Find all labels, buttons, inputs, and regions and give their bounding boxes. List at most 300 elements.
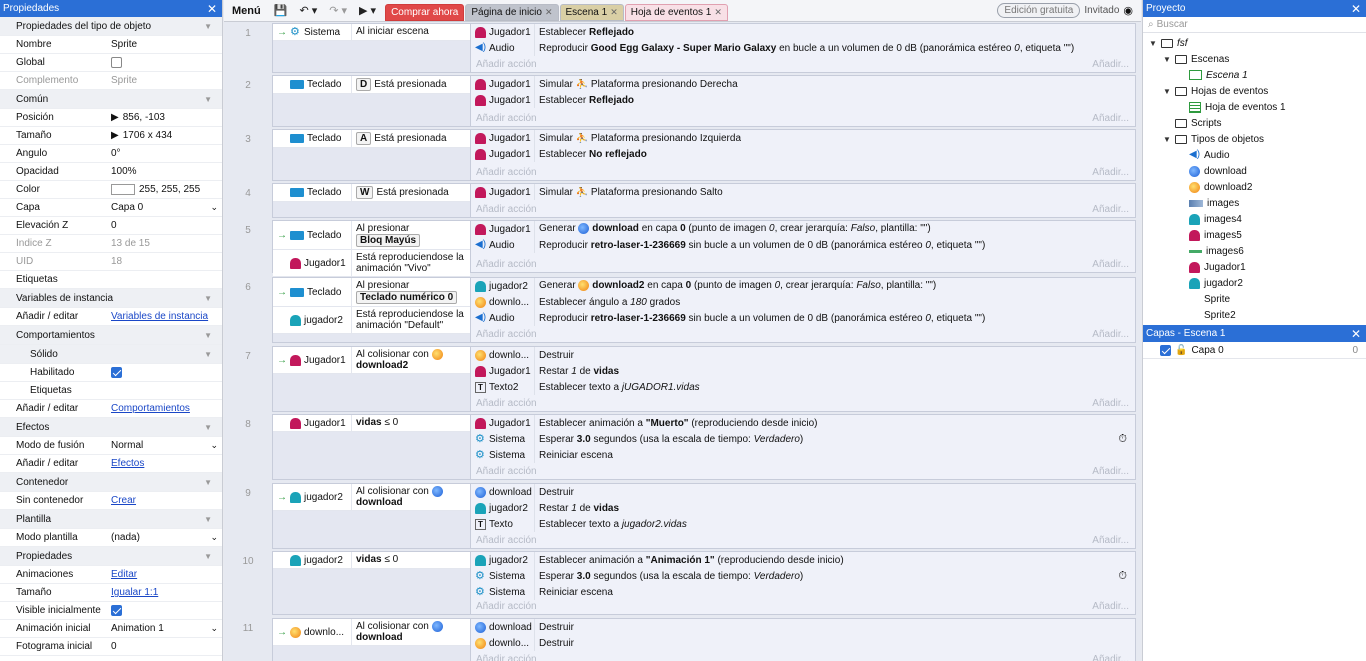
action-object bbox=[471, 146, 535, 162]
action-row[interactable] bbox=[471, 431, 1135, 447]
condition-text bbox=[351, 347, 470, 373]
timer-icon: ⏱ bbox=[1118, 432, 1127, 445]
conditions-column bbox=[273, 76, 471, 126]
expand-triangle-icon[interactable]: ▼ bbox=[1163, 86, 1171, 96]
condition-prefix: Al presionar bbox=[356, 280, 410, 291]
property-label: Ángulo bbox=[16, 148, 48, 159]
event-box bbox=[272, 346, 1136, 412]
action-row[interactable] bbox=[471, 76, 1135, 92]
free-edition-badge[interactable]: Edición gratuita bbox=[997, 3, 1080, 18]
action-object bbox=[471, 40, 535, 56]
event-block[interactable] bbox=[224, 551, 1141, 615]
keyboard-icon bbox=[290, 188, 304, 197]
property-checkbox[interactable] bbox=[111, 367, 122, 378]
guest-label[interactable]: Invitado bbox=[1084, 5, 1120, 16]
speaker-icon: ◀) bbox=[475, 41, 487, 53]
properties-header bbox=[0, 0, 222, 17]
property-section-header[interactable] bbox=[0, 90, 222, 109]
action-object-name: jugador2 bbox=[489, 554, 528, 566]
action-row[interactable] bbox=[471, 516, 1135, 532]
tree-item-jugador1[interactable] bbox=[1143, 259, 1366, 275]
cyan-ghost-icon bbox=[290, 492, 301, 503]
action-object bbox=[471, 447, 535, 463]
action-object-name: Audio bbox=[489, 239, 515, 251]
action-row[interactable] bbox=[471, 447, 1135, 463]
add-more-link[interactable]: Añadir... bbox=[1092, 600, 1129, 612]
tree-item-sprite[interactable] bbox=[1143, 291, 1366, 307]
conditions-column bbox=[273, 24, 471, 72]
expand-arrow-icon[interactable]: ▶ bbox=[111, 130, 119, 141]
condition-object bbox=[273, 250, 351, 276]
expand-arrow-icon[interactable]: ▶ bbox=[111, 112, 119, 123]
property-section-header[interactable] bbox=[0, 17, 222, 36]
actions-column bbox=[471, 184, 1135, 217]
tree-item-images6[interactable] bbox=[1143, 243, 1366, 259]
chevron-down-icon[interactable]: ▼ bbox=[204, 94, 212, 104]
event-block[interactable] bbox=[224, 346, 1141, 412]
conditions-column bbox=[273, 184, 471, 217]
action-object-name: Audio bbox=[489, 312, 515, 324]
action-row[interactable] bbox=[471, 184, 1135, 200]
action-row[interactable] bbox=[471, 24, 1135, 40]
action-row[interactable] bbox=[471, 221, 1135, 237]
action-row[interactable] bbox=[471, 619, 1135, 635]
action-row[interactable] bbox=[471, 500, 1135, 516]
action-row[interactable] bbox=[471, 294, 1135, 310]
property-value bbox=[111, 605, 222, 616]
tree-item-label: download2 bbox=[1204, 181, 1253, 193]
blank-icon bbox=[1189, 310, 1200, 321]
actions-column bbox=[471, 484, 1135, 548]
action-object-name: Jugador1 bbox=[489, 78, 531, 90]
cyan-ghost-icon bbox=[475, 503, 486, 514]
close-icon[interactable]: ✕ bbox=[1350, 326, 1361, 341]
action-object bbox=[471, 24, 535, 40]
keyboard-icon bbox=[290, 80, 304, 89]
add-action-link[interactable]: Añadir acción bbox=[476, 465, 537, 477]
property-checkbox[interactable] bbox=[111, 605, 122, 616]
condition-object bbox=[273, 619, 351, 645]
property-value-text[interactable]: 0 bbox=[111, 641, 117, 652]
add-action-link[interactable]: Añadir acción bbox=[476, 397, 537, 409]
tab-label: Hoja de eventos 1 bbox=[630, 7, 712, 18]
tab-escena-1[interactable] bbox=[560, 4, 624, 21]
action-row[interactable] bbox=[471, 146, 1135, 162]
action-row[interactable] bbox=[471, 379, 1135, 395]
event-block[interactable] bbox=[224, 129, 1141, 181]
property-value bbox=[111, 256, 222, 267]
action-object-name: Sistema bbox=[489, 586, 526, 598]
property-value bbox=[111, 532, 222, 543]
tree-item-tipos-de-objetos[interactable] bbox=[1143, 131, 1366, 147]
color-swatch[interactable] bbox=[111, 184, 135, 195]
tree-item-fsf[interactable] bbox=[1143, 35, 1366, 51]
tree-item-label: download bbox=[1204, 165, 1247, 177]
expand-triangle-icon[interactable]: ▼ bbox=[1163, 134, 1171, 144]
key-label: A bbox=[356, 132, 371, 145]
tree-item-download2[interactable] bbox=[1143, 179, 1366, 195]
add-action-link[interactable]: Añadir acción bbox=[476, 58, 537, 70]
condition-object-name: Teclado bbox=[307, 79, 342, 90]
close-icon[interactable]: ✕ bbox=[1350, 1, 1361, 16]
add-more-link[interactable]: Añadir... bbox=[1092, 465, 1129, 477]
condition-description: Está presionada bbox=[374, 133, 447, 144]
property-row bbox=[0, 566, 222, 584]
action-row[interactable] bbox=[471, 484, 1135, 500]
property-value-text[interactable]: 1706 x 434 bbox=[122, 130, 173, 141]
red-ghost-icon bbox=[475, 27, 486, 38]
action-text: Restar 1 de vidas bbox=[539, 365, 620, 377]
action-object-name: Jugador1 bbox=[489, 223, 531, 235]
tab-hoja-de-eventos-1[interactable] bbox=[625, 4, 728, 21]
action-object bbox=[471, 363, 535, 379]
action-object-name: Jugador1 bbox=[489, 132, 531, 144]
condition-row[interactable] bbox=[273, 184, 470, 202]
tree-item-label: Jugador1 bbox=[1204, 261, 1246, 273]
event-box bbox=[272, 183, 1136, 218]
event-block[interactable] bbox=[224, 483, 1141, 549]
cyan-ghost-icon bbox=[475, 281, 486, 292]
condition-row[interactable] bbox=[273, 24, 470, 41]
event-box bbox=[272, 483, 1136, 549]
property-section-header[interactable] bbox=[0, 510, 222, 529]
blue-ball-icon bbox=[1189, 166, 1200, 177]
property-row bbox=[0, 529, 222, 547]
action-row[interactable] bbox=[471, 278, 1135, 294]
condition-row[interactable] bbox=[273, 619, 470, 646]
add-more-link[interactable]: Añadir... bbox=[1092, 328, 1129, 340]
property-row bbox=[0, 235, 222, 253]
action-object-name: Jugador1 bbox=[489, 365, 531, 377]
property-label: Opacidad bbox=[16, 166, 59, 177]
property-select[interactable] bbox=[111, 202, 218, 213]
chevron-down-icon[interactable]: ▼ bbox=[204, 514, 212, 524]
red-ghost-icon bbox=[475, 133, 486, 144]
chevron-down-icon[interactable]: ▼ bbox=[204, 477, 212, 487]
action-row[interactable] bbox=[471, 635, 1135, 651]
tree-item-escenas[interactable] bbox=[1143, 51, 1366, 67]
action-row[interactable] bbox=[471, 40, 1135, 56]
add-action-link[interactable]: Añadir acción bbox=[476, 166, 537, 178]
property-link[interactable]: Comportamientos bbox=[111, 403, 190, 414]
lock-icon[interactable]: 🔓 bbox=[1175, 344, 1188, 356]
tree-item-images4[interactable] bbox=[1143, 211, 1366, 227]
condition-object bbox=[273, 415, 351, 431]
property-value-text[interactable]: Sprite bbox=[111, 39, 138, 50]
orange-ball-icon bbox=[475, 350, 486, 361]
event-box bbox=[272, 75, 1136, 127]
action-row[interactable] bbox=[471, 363, 1135, 379]
condition-row[interactable] bbox=[273, 278, 470, 307]
condition-description: Al colisionar con bbox=[356, 349, 429, 361]
tab-p-gina-de-inicio[interactable] bbox=[465, 4, 558, 21]
add-action-link[interactable]: Añadir acción bbox=[476, 534, 537, 546]
add-action-link[interactable]: Añadir acción bbox=[476, 258, 537, 270]
property-label: Fotograma inicial bbox=[16, 641, 93, 652]
key-label: W bbox=[356, 186, 373, 199]
undo-icon[interactable]: ↶ ▾ bbox=[299, 5, 318, 17]
property-section-header[interactable] bbox=[0, 473, 222, 492]
property-link[interactable]: Editar bbox=[111, 569, 138, 580]
condition-object-name: Jugador1 bbox=[304, 257, 346, 269]
red-ghost-icon bbox=[1189, 262, 1200, 273]
property-label: Animaciones bbox=[16, 569, 74, 580]
event-block[interactable] bbox=[224, 220, 1141, 273]
close-icon[interactable]: ✕ bbox=[714, 7, 722, 17]
expand-triangle-icon[interactable]: ▼ bbox=[1149, 38, 1157, 48]
add-action-link[interactable]: Añadir acción bbox=[476, 600, 537, 612]
property-section-header[interactable] bbox=[0, 418, 222, 437]
action-object bbox=[471, 635, 535, 651]
chevron-down-icon: ⌄ bbox=[210, 623, 218, 633]
action-object-name: downlo... bbox=[489, 637, 530, 649]
property-select[interactable] bbox=[111, 440, 218, 451]
chevron-down-icon: ⌄ bbox=[210, 532, 218, 542]
property-value-text[interactable]: 100% bbox=[111, 166, 137, 177]
action-row[interactable] bbox=[471, 237, 1135, 253]
layer-row[interactable] bbox=[1143, 342, 1366, 359]
key-label: Teclado numérico 0 bbox=[356, 291, 457, 304]
tree-item-label: jugador2 bbox=[1204, 277, 1243, 289]
property-label: Etiquetas bbox=[30, 385, 72, 396]
condition-row[interactable] bbox=[273, 76, 470, 94]
action-row[interactable] bbox=[471, 92, 1135, 108]
cyan-ghost-icon bbox=[290, 555, 301, 566]
add-action-row bbox=[471, 326, 1135, 342]
add-more-link[interactable]: Añadir... bbox=[1092, 166, 1129, 178]
add-action-link[interactable]: Añadir acción bbox=[476, 203, 537, 215]
project-header bbox=[1143, 0, 1366, 17]
property-section-header[interactable] bbox=[0, 345, 222, 364]
event-block[interactable] bbox=[224, 277, 1141, 343]
condition-object-name: Jugador1 bbox=[304, 354, 346, 366]
property-value-text[interactable]: 856, -103 bbox=[122, 112, 165, 123]
condition-row[interactable] bbox=[273, 307, 470, 334]
section-label: Comportamientos bbox=[16, 329, 95, 341]
property-select[interactable] bbox=[111, 623, 218, 634]
property-section-header[interactable] bbox=[0, 547, 222, 566]
chevron-down-icon[interactable]: ▼ bbox=[204, 551, 212, 561]
property-select[interactable] bbox=[111, 532, 218, 543]
property-section-header[interactable] bbox=[0, 289, 222, 308]
chevron-down-icon[interactable]: ▼ bbox=[204, 422, 212, 432]
tree-item-hojas-de-eventos[interactable] bbox=[1143, 83, 1366, 99]
action-row[interactable] bbox=[471, 347, 1135, 363]
property-link[interactable]: Crear bbox=[111, 495, 137, 506]
property-label: Global bbox=[16, 57, 45, 68]
property-label: Nombre bbox=[16, 39, 52, 50]
project-panel bbox=[1142, 0, 1366, 661]
orange-ball-icon bbox=[432, 349, 443, 360]
cyan-ghost-icon bbox=[290, 315, 301, 326]
property-value bbox=[111, 311, 222, 322]
tree-item-jugador2[interactable] bbox=[1143, 275, 1366, 291]
action-text: Establecer No reflejado bbox=[539, 148, 647, 160]
red-ghost-icon bbox=[475, 95, 486, 106]
action-object bbox=[471, 552, 535, 568]
condition-description: Está reproduciendose la animación "Default" bbox=[356, 309, 464, 331]
action-text: Reiniciar escena bbox=[539, 586, 613, 598]
property-row bbox=[0, 455, 222, 473]
event-block[interactable] bbox=[224, 23, 1141, 73]
add-more-link[interactable]: Añadir... bbox=[1092, 58, 1129, 70]
condition-row[interactable] bbox=[273, 415, 470, 432]
action-row[interactable] bbox=[471, 552, 1135, 568]
actions-column bbox=[471, 278, 1135, 342]
action-object-name: downlo... bbox=[489, 349, 530, 361]
tree-item-scripts[interactable] bbox=[1143, 115, 1366, 131]
property-value bbox=[111, 184, 222, 195]
add-action-row bbox=[471, 56, 1135, 72]
condition-row[interactable] bbox=[273, 347, 470, 374]
chevron-down-icon[interactable]: ▼ bbox=[204, 349, 212, 359]
action-text: Destruir bbox=[539, 637, 575, 649]
search-input[interactable]: Buscar bbox=[1156, 19, 1188, 30]
folder-icon bbox=[1175, 55, 1187, 64]
layer-visible-checkbox[interactable] bbox=[1160, 345, 1171, 356]
select-value: Animation 1 bbox=[111, 623, 164, 634]
add-more-link[interactable]: Añadir... bbox=[1092, 112, 1129, 124]
action-text: Generar download2 en capa 0 (punto de imagen 0, crear jerarquía: Falso, plantilla: "") bbox=[539, 280, 937, 292]
action-text: Reproducir retro-laser-1-236669 sin bucle a un volumen de 0 dB (panorámica estéreo 0, etiqueta "") bbox=[539, 312, 986, 324]
condition-text bbox=[351, 415, 470, 431]
play-icon[interactable]: ▶ ▾ bbox=[359, 5, 377, 17]
action-row[interactable] bbox=[471, 130, 1135, 146]
condition-description: Al colisionar con bbox=[356, 621, 429, 633]
condition-text bbox=[351, 76, 470, 93]
layers-header bbox=[1143, 325, 1366, 342]
event-number: 10 bbox=[242, 556, 254, 567]
keyboard-icon bbox=[290, 134, 304, 143]
menu-button[interactable]: Menú bbox=[232, 4, 261, 17]
property-row bbox=[0, 437, 222, 455]
add-action-link[interactable]: Añadir acción bbox=[476, 653, 537, 661]
property-value bbox=[111, 623, 222, 634]
add-action-link[interactable]: Añadir acción bbox=[476, 112, 537, 124]
condition-row[interactable] bbox=[273, 484, 470, 511]
key-label: D bbox=[356, 78, 371, 91]
action-object-name: Sistema bbox=[489, 570, 526, 582]
chevron-down-icon[interactable]: ▼ bbox=[204, 293, 212, 303]
property-label: Índice Z bbox=[16, 238, 52, 249]
event-number: 7 bbox=[245, 351, 251, 362]
condition-text bbox=[351, 184, 470, 201]
tree-item-audio[interactable] bbox=[1143, 147, 1366, 163]
tree-item-sprite2[interactable] bbox=[1143, 307, 1366, 323]
action-object bbox=[471, 310, 535, 326]
tree-item-download[interactable] bbox=[1143, 163, 1366, 179]
gear-icon: ⚙ bbox=[475, 569, 485, 582]
conditions-column bbox=[273, 552, 471, 614]
tab-comprar-ahora[interactable] bbox=[385, 4, 464, 21]
property-label: Capa bbox=[16, 202, 40, 213]
redo-icon[interactable]: ↷ ▾ bbox=[329, 5, 348, 17]
close-icon[interactable]: ✕ bbox=[544, 7, 553, 17]
close-icon[interactable]: ✕ bbox=[206, 1, 217, 16]
expand-triangle-icon[interactable]: ▼ bbox=[1163, 54, 1171, 64]
property-value-text[interactable]: 0° bbox=[111, 148, 121, 159]
condition-description: Está presionada bbox=[376, 187, 449, 198]
project-search[interactable] bbox=[1143, 17, 1366, 33]
event-block[interactable] bbox=[224, 75, 1141, 127]
property-value-text: 18 bbox=[111, 256, 123, 267]
event-block[interactable] bbox=[224, 618, 1141, 661]
add-more-link[interactable]: Añadir... bbox=[1092, 203, 1129, 215]
tree-item-images5[interactable] bbox=[1143, 227, 1366, 243]
condition-row[interactable] bbox=[273, 552, 470, 569]
property-label: Tamaño bbox=[16, 587, 52, 598]
action-object-name: Jugador1 bbox=[489, 148, 531, 160]
add-action-row bbox=[471, 110, 1135, 126]
tree-item-label: Escenas bbox=[1191, 53, 1230, 65]
condition-row[interactable] bbox=[273, 250, 470, 277]
tree-item-images[interactable] bbox=[1143, 195, 1366, 211]
property-link[interactable]: Efectos bbox=[111, 458, 145, 469]
folder-icon bbox=[1175, 87, 1187, 96]
gear-icon: ⚙ bbox=[475, 448, 485, 461]
property-checkbox[interactable] bbox=[111, 57, 122, 68]
tree-item-hoja-de-eventos-1[interactable] bbox=[1143, 99, 1366, 115]
property-label: Modo de fusión bbox=[16, 440, 85, 451]
blue-ball-icon bbox=[432, 621, 443, 632]
tree-item-label: images bbox=[1207, 197, 1240, 209]
line-icon bbox=[1189, 250, 1202, 253]
add-action-link[interactable]: Añadir acción bbox=[476, 328, 537, 340]
tab-label: Página de inicio bbox=[471, 7, 542, 18]
add-more-link[interactable]: Añadir... bbox=[1092, 258, 1129, 270]
gear-icon: ⚙ bbox=[290, 25, 300, 38]
action-row[interactable] bbox=[471, 568, 1135, 584]
condition-row[interactable] bbox=[273, 221, 470, 250]
orange-ball-icon bbox=[290, 627, 301, 638]
property-section-header[interactable] bbox=[0, 326, 222, 345]
add-more-link[interactable]: Añadir... bbox=[1092, 534, 1129, 546]
red-ghost-icon bbox=[475, 224, 486, 235]
trigger-arrow-icon: → bbox=[277, 229, 287, 241]
action-object bbox=[471, 278, 535, 294]
action-row[interactable] bbox=[471, 310, 1135, 326]
tree-item-escena-1[interactable] bbox=[1143, 67, 1366, 83]
condition-row[interactable] bbox=[273, 130, 470, 148]
action-object bbox=[471, 221, 535, 237]
condition-text bbox=[351, 552, 470, 568]
action-row[interactable] bbox=[471, 415, 1135, 431]
trigger-arrow-icon: → bbox=[277, 626, 287, 638]
event-block[interactable] bbox=[224, 183, 1141, 218]
actions-column bbox=[471, 24, 1135, 72]
add-more-link[interactable]: Añadir... bbox=[1092, 397, 1129, 409]
user-icon[interactable]: ◉ bbox=[1123, 5, 1133, 17]
property-value bbox=[111, 440, 222, 451]
actions-column bbox=[471, 221, 1135, 272]
text-object-icon: T bbox=[475, 382, 486, 393]
chevron-down-icon[interactable]: ▼ bbox=[204, 330, 212, 340]
property-link[interactable]: Igualar 1:1 bbox=[111, 587, 159, 598]
red-ghost-icon bbox=[1189, 230, 1200, 241]
property-value-text[interactable]: 255, 255, 255 bbox=[139, 184, 201, 195]
section-label: Plantilla bbox=[16, 513, 52, 525]
save-icon[interactable]: 💾 bbox=[273, 5, 288, 17]
property-value-text[interactable]: 0 bbox=[111, 220, 117, 231]
event-box bbox=[272, 129, 1136, 181]
property-link[interactable]: Variables de instancia bbox=[111, 311, 209, 322]
condition-object bbox=[273, 347, 351, 373]
chevron-down-icon[interactable]: ▼ bbox=[204, 21, 212, 31]
add-more-link[interactable]: Añadir... bbox=[1092, 653, 1129, 661]
close-icon[interactable]: ✕ bbox=[610, 7, 618, 17]
event-block[interactable] bbox=[224, 414, 1141, 480]
add-action-row bbox=[471, 532, 1135, 548]
